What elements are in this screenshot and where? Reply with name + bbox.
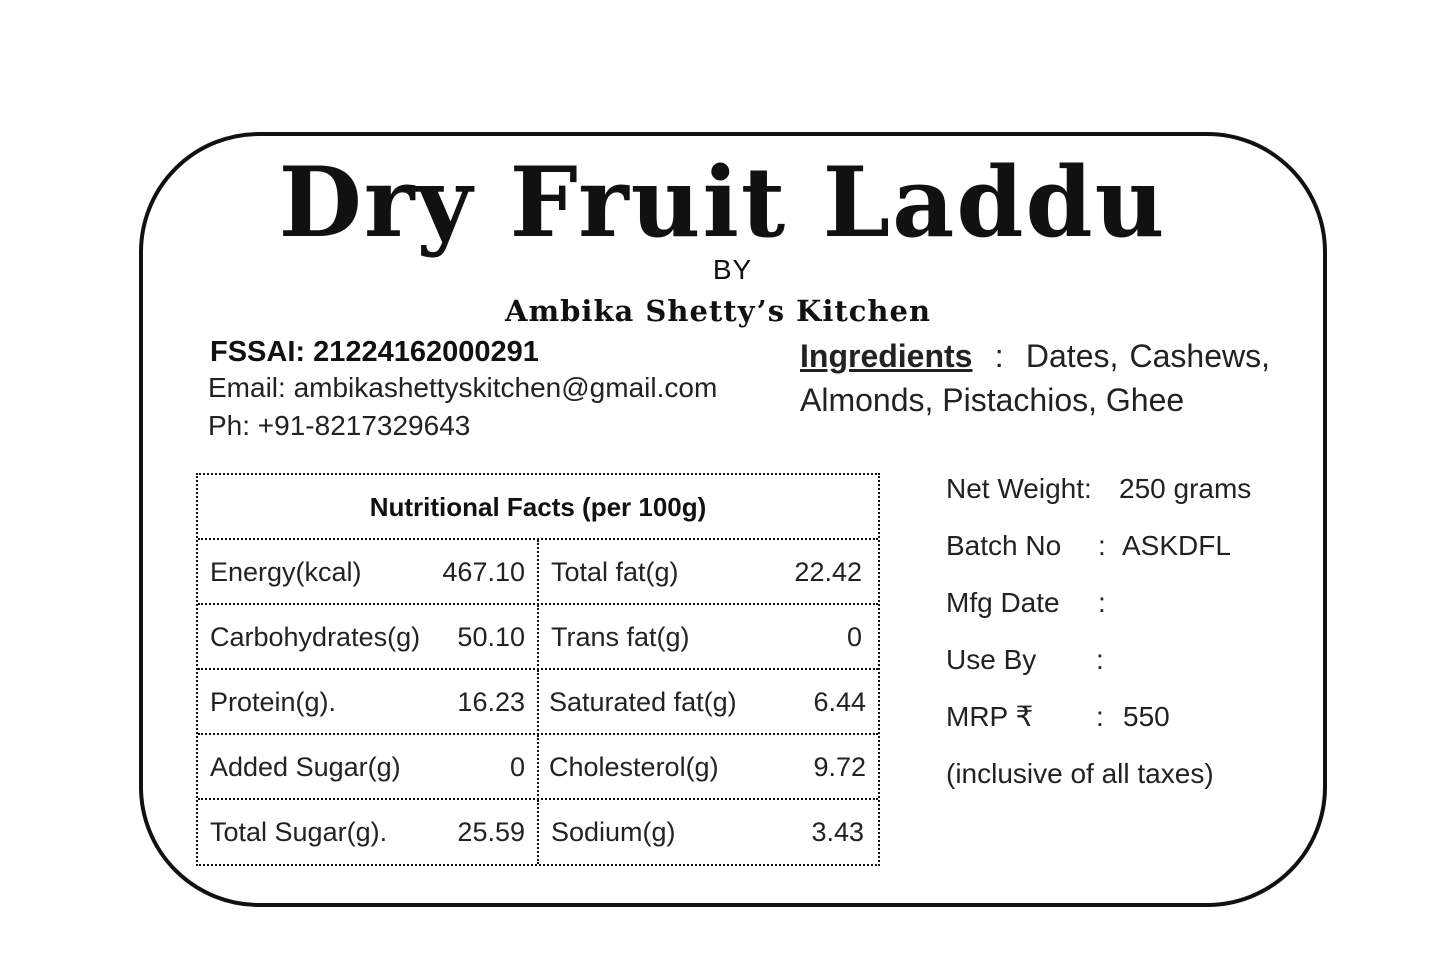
nutrient-cell (198, 605, 539, 670)
by-text: BY (712, 254, 753, 285)
nutrient-cell (539, 670, 878, 735)
mrp-value: 550 (1123, 701, 1170, 732)
mrp-label: MRP ₹ (946, 701, 1034, 732)
nutrient-name: Total fat(g) (551, 557, 679, 587)
fssai-number: FSSAI: 21224162000291 (210, 336, 539, 368)
email-text: Email: ambikashettyskitchen@gmail.com (208, 372, 718, 403)
nutrient-name: Cholesterol(g) (549, 752, 719, 782)
nutrient-cell (539, 605, 878, 670)
nutrient-value: 0 (509, 752, 525, 782)
nutrient-name: Added Sugar(g) (210, 752, 401, 782)
batch-number (946, 528, 1231, 564)
nutrient-cell (539, 735, 878, 800)
nutrient-name: Energy(kcal) (210, 557, 362, 587)
nutrient-name: Total Sugar(g). (210, 817, 388, 847)
nutrient-cell (198, 735, 539, 800)
net-weight (946, 471, 1252, 507)
nutrient-value: 467.10 (442, 557, 525, 587)
table-row (198, 670, 878, 735)
nutrient-name: Protein(g). (210, 687, 337, 717)
nutrient-name: Sodium(g) (551, 817, 676, 847)
nutrition-table (196, 473, 880, 866)
table-row (198, 800, 878, 864)
ingredients-list: Dates, Cashews, Almonds, Pistachios, Ghee (800, 338, 1271, 418)
batch-value: ASKDFL (1122, 530, 1231, 561)
brand-name: Ambika Shetty’s Kitchen (504, 294, 932, 328)
product-title: Dry Fruit Laddu (278, 146, 1167, 259)
nutrient-cell (198, 670, 539, 735)
nutrient-name: Trans fat(g) (551, 622, 690, 652)
net-weight-value: 250 grams (1119, 473, 1252, 504)
nutrient-value: 3.43 (811, 817, 864, 847)
nutrient-value: 25.59 (457, 817, 525, 847)
mfg-date (946, 585, 1106, 621)
mfg-label: Mfg Date (946, 587, 1060, 618)
mfg-separator: : (1098, 587, 1106, 618)
use-by (946, 642, 1104, 678)
mrp-separator: : (1096, 701, 1104, 732)
ingredients-heading: Ingredients (800, 338, 973, 374)
nutrient-name: Saturated fat(g) (549, 687, 737, 717)
nutrient-name: Carbohydrates(g) (210, 622, 421, 652)
nutrient-value: 22.42 (794, 557, 862, 587)
use-by-separator: : (1096, 644, 1104, 675)
table-row (198, 735, 878, 800)
tax-note: (inclusive of all taxes) (946, 758, 1214, 789)
nutrient-value: 16.23 (457, 687, 525, 717)
nutrient-cell (198, 800, 539, 864)
nutrient-value: 0 (846, 622, 862, 652)
nutrient-cell (198, 540, 539, 605)
phone-text: Ph: +91-8217329643 (208, 410, 471, 441)
nutrition-heading: Nutritional Facts (per 100g) (198, 475, 878, 540)
batch-label: Batch No (946, 530, 1062, 561)
nutrient-cell (539, 540, 878, 605)
table-row (198, 605, 878, 670)
nutrient-value: 9.72 (813, 752, 866, 782)
mrp (946, 699, 1170, 735)
ingredients-block (800, 334, 1270, 422)
use-by-label: Use By (946, 644, 1037, 675)
nutrient-cell (539, 800, 878, 864)
nutrient-value: 6.44 (813, 687, 866, 717)
batch-separator: : (1098, 530, 1106, 561)
net-weight-label: Net Weight: (946, 473, 1092, 504)
nutrient-value: 50.10 (457, 622, 525, 652)
table-row (198, 540, 878, 605)
ingredients-separator: : (994, 338, 1004, 374)
